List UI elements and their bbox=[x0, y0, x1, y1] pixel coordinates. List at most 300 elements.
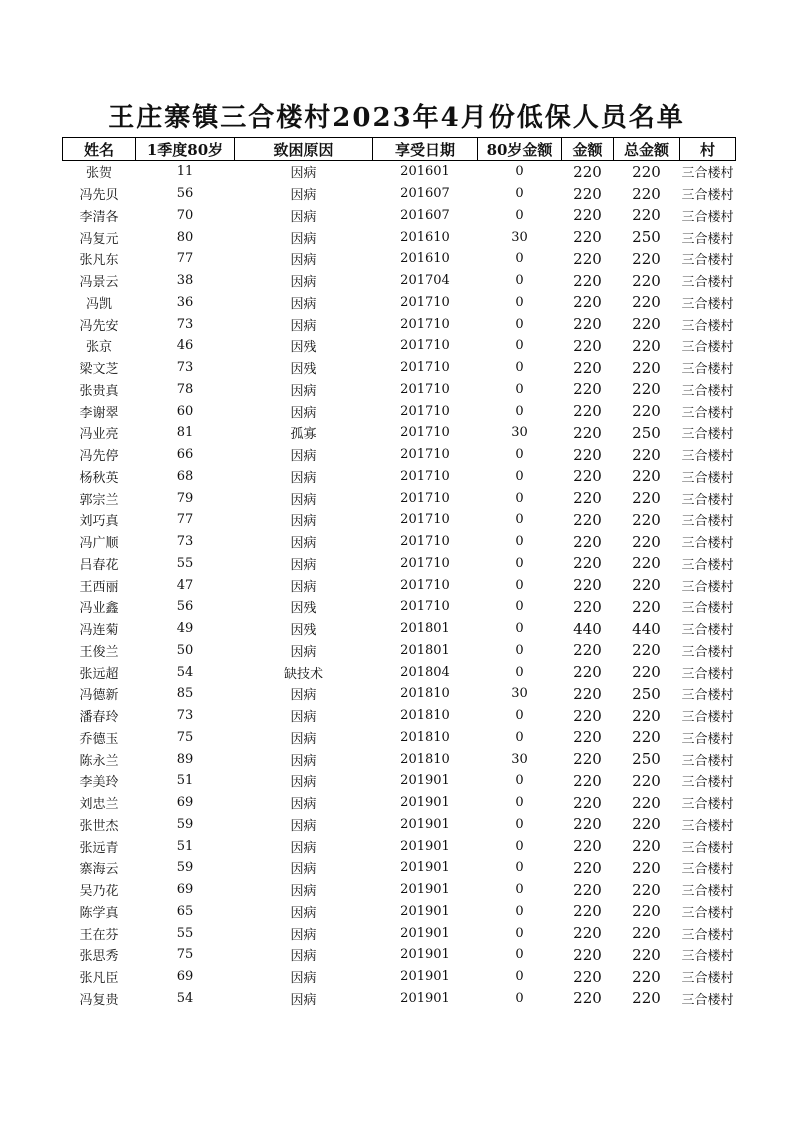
start-date-cell: 201901 bbox=[400, 969, 450, 985]
age80-amount-cell: 0 bbox=[515, 621, 524, 637]
start-date-cell: 201901 bbox=[400, 860, 450, 876]
reason-cell: 因病 bbox=[290, 188, 317, 204]
age-cell: 59 bbox=[176, 860, 194, 876]
age-cell: 69 bbox=[176, 795, 194, 811]
village-cell: 三合楼村 bbox=[681, 166, 734, 182]
reason-cell: 缺技术 bbox=[283, 666, 323, 682]
total-cell: 220 bbox=[632, 532, 661, 551]
total-cell: 220 bbox=[632, 206, 661, 225]
start-date-cell: 201710 bbox=[400, 490, 450, 506]
village-cell: 三合楼村 bbox=[681, 753, 734, 769]
table-row bbox=[63, 901, 736, 923]
amount-cell: 220 bbox=[573, 489, 602, 508]
age-cell: 59 bbox=[176, 816, 194, 832]
reason-cell: 因病 bbox=[290, 449, 317, 465]
amount-cell: 220 bbox=[573, 837, 602, 856]
age-cell: 51 bbox=[176, 773, 194, 789]
column-header-total: 总金额 bbox=[614, 138, 680, 161]
table-row bbox=[63, 400, 736, 422]
reason-cell: 因病 bbox=[290, 862, 317, 878]
amount-cell: 220 bbox=[573, 945, 602, 964]
village-cell: 三合楼村 bbox=[681, 688, 734, 704]
village-cell: 三合楼村 bbox=[681, 514, 734, 530]
table-row bbox=[63, 814, 736, 836]
total-cell: 220 bbox=[632, 489, 661, 508]
table-row bbox=[63, 922, 736, 944]
amount-cell: 220 bbox=[573, 293, 602, 312]
amount-cell: 220 bbox=[573, 423, 602, 442]
village-cell: 三合楼村 bbox=[681, 601, 734, 617]
table-row bbox=[63, 531, 736, 553]
amount-cell: 220 bbox=[573, 532, 602, 551]
amount-cell: 220 bbox=[573, 750, 602, 769]
name-cell: 张远超 bbox=[79, 666, 119, 682]
age80-amount-cell: 0 bbox=[515, 555, 524, 571]
village-cell: 三合楼村 bbox=[681, 362, 734, 378]
name-cell: 陈学真 bbox=[79, 905, 119, 921]
age80-amount-cell: 0 bbox=[515, 251, 524, 267]
age80-amount-cell: 0 bbox=[515, 729, 524, 745]
reason-cell: 因病 bbox=[290, 753, 317, 769]
village-cell: 三合楼村 bbox=[681, 797, 734, 813]
reason-cell: 因病 bbox=[290, 579, 317, 595]
reason-cell: 因病 bbox=[290, 405, 317, 421]
village-cell: 三合楼村 bbox=[681, 427, 734, 443]
table-row bbox=[63, 313, 736, 335]
age-cell: 54 bbox=[176, 990, 194, 1006]
name-cell: 冯广顺 bbox=[79, 536, 119, 552]
reason-cell: 因病 bbox=[290, 775, 317, 791]
total-cell: 220 bbox=[632, 336, 661, 355]
age-cell: 89 bbox=[176, 751, 194, 767]
reason-cell: 因病 bbox=[290, 275, 317, 291]
name-cell: 杨秋英 bbox=[79, 470, 119, 486]
reason-cell: 因病 bbox=[290, 927, 317, 943]
amount-cell: 220 bbox=[573, 597, 602, 616]
reason-cell: 因病 bbox=[290, 971, 317, 987]
amount-cell: 220 bbox=[573, 315, 602, 334]
name-cell: 张京 bbox=[85, 340, 112, 356]
start-date-cell: 201810 bbox=[400, 751, 450, 767]
name-cell: 张世杰 bbox=[79, 818, 119, 834]
start-date-cell: 201710 bbox=[400, 338, 450, 354]
table-row bbox=[63, 966, 736, 988]
name-cell: 张凡东 bbox=[79, 253, 119, 269]
start-date-cell: 201801 bbox=[400, 621, 450, 637]
table-row bbox=[63, 205, 736, 227]
start-date-cell: 201810 bbox=[400, 729, 450, 745]
total-cell: 220 bbox=[632, 510, 661, 529]
start-date-cell: 201901 bbox=[400, 925, 450, 941]
name-cell: 梁文芝 bbox=[79, 362, 119, 378]
village-cell: 三合楼村 bbox=[681, 775, 734, 791]
table-row bbox=[63, 487, 736, 509]
name-cell: 冯业鑫 bbox=[79, 601, 119, 617]
age-cell: 73 bbox=[176, 708, 194, 724]
village-cell: 三合楼村 bbox=[681, 340, 734, 356]
total-cell: 220 bbox=[632, 728, 661, 747]
reason-cell: 因病 bbox=[290, 992, 317, 1008]
age-cell: 47 bbox=[176, 577, 194, 593]
age80-amount-cell: 30 bbox=[511, 751, 528, 767]
age-cell: 75 bbox=[176, 947, 194, 963]
start-date-cell: 201710 bbox=[400, 425, 450, 441]
start-date-cell: 201710 bbox=[400, 294, 450, 310]
table-row bbox=[63, 335, 736, 357]
amount-cell: 220 bbox=[573, 663, 602, 682]
reason-cell: 因病 bbox=[290, 231, 317, 247]
total-cell: 220 bbox=[632, 641, 661, 660]
total-cell: 220 bbox=[632, 945, 661, 964]
total-cell: 220 bbox=[632, 880, 661, 899]
total-cell: 250 bbox=[632, 684, 661, 703]
age80-amount-cell: 0 bbox=[515, 882, 524, 898]
table-row bbox=[63, 161, 736, 183]
age80-amount-cell: 0 bbox=[515, 969, 524, 985]
age80-amount-cell: 0 bbox=[515, 207, 524, 223]
table-row bbox=[63, 661, 736, 683]
village-cell: 三合楼村 bbox=[681, 492, 734, 508]
name-cell: 冯德新 bbox=[79, 688, 119, 704]
age-cell: 36 bbox=[176, 294, 194, 310]
total-cell: 220 bbox=[632, 597, 661, 616]
amount-cell: 440 bbox=[573, 619, 602, 638]
table-row bbox=[63, 596, 736, 618]
reason-cell: 因病 bbox=[290, 383, 317, 399]
name-cell: 冯景云 bbox=[79, 275, 119, 291]
total-cell: 220 bbox=[632, 924, 661, 943]
amount-cell: 220 bbox=[573, 858, 602, 877]
table-row bbox=[63, 379, 736, 401]
age-cell: 66 bbox=[176, 447, 194, 463]
start-date-cell: 201901 bbox=[400, 947, 450, 963]
village-cell: 三合楼村 bbox=[681, 862, 734, 878]
table-row bbox=[63, 183, 736, 205]
amount-cell: 220 bbox=[573, 967, 602, 986]
village-cell: 三合楼村 bbox=[681, 949, 734, 965]
table-row bbox=[63, 444, 736, 466]
village-cell: 三合楼村 bbox=[681, 231, 734, 247]
village-cell: 三合楼村 bbox=[681, 253, 734, 269]
amount-cell: 220 bbox=[573, 728, 602, 747]
start-date-cell: 201710 bbox=[400, 512, 450, 528]
start-date-cell: 201710 bbox=[400, 360, 450, 376]
table-row bbox=[63, 574, 736, 596]
name-cell: 陈永兰 bbox=[79, 753, 119, 769]
amount-cell: 220 bbox=[573, 902, 602, 921]
total-cell: 220 bbox=[632, 837, 661, 856]
village-cell: 三合楼村 bbox=[681, 449, 734, 465]
name-cell: 李清各 bbox=[79, 209, 119, 225]
start-date-cell: 201710 bbox=[400, 447, 450, 463]
age80-amount-cell: 0 bbox=[515, 708, 524, 724]
reason-cell: 因病 bbox=[290, 710, 317, 726]
age80-amount-cell: 0 bbox=[515, 773, 524, 789]
age-cell: 56 bbox=[176, 186, 194, 202]
age80-amount-cell: 0 bbox=[515, 534, 524, 550]
name-cell: 王俊兰 bbox=[79, 644, 119, 660]
amount-cell: 220 bbox=[573, 924, 602, 943]
age80-amount-cell: 0 bbox=[515, 447, 524, 463]
age-cell: 46 bbox=[176, 338, 194, 354]
name-cell: 冯先停 bbox=[79, 449, 119, 465]
name-cell: 冯复元 bbox=[79, 231, 119, 247]
age-cell: 73 bbox=[176, 360, 194, 376]
age80-amount-cell: 0 bbox=[515, 642, 524, 658]
reason-cell: 因病 bbox=[290, 884, 317, 900]
age-cell: 68 bbox=[176, 468, 194, 484]
name-cell: 郭宗兰 bbox=[79, 492, 119, 508]
reason-cell: 因病 bbox=[290, 731, 317, 747]
name-cell: 冯先安 bbox=[79, 318, 119, 334]
age-cell: 54 bbox=[176, 664, 194, 680]
village-cell: 三合楼村 bbox=[681, 318, 734, 334]
reason-cell: 因病 bbox=[290, 644, 317, 660]
name-cell: 刘忠兰 bbox=[79, 797, 119, 813]
start-date-cell: 201710 bbox=[400, 316, 450, 332]
reason-cell: 因病 bbox=[290, 166, 317, 182]
age-cell: 55 bbox=[176, 555, 194, 571]
amount-cell: 220 bbox=[573, 510, 602, 529]
amount-cell: 220 bbox=[573, 706, 602, 725]
reason-cell: 因病 bbox=[290, 557, 317, 573]
table-row bbox=[63, 835, 736, 857]
total-cell: 220 bbox=[632, 706, 661, 725]
total-cell: 220 bbox=[632, 902, 661, 921]
reason-cell: 因病 bbox=[290, 688, 317, 704]
age-cell: 38 bbox=[176, 273, 194, 289]
age80-amount-cell: 0 bbox=[515, 468, 524, 484]
age-cell: 70 bbox=[176, 207, 194, 223]
age80-amount-cell: 0 bbox=[515, 360, 524, 376]
total-cell: 220 bbox=[632, 989, 661, 1008]
recipient-table bbox=[62, 137, 736, 1009]
reason-cell: 因病 bbox=[290, 318, 317, 334]
header-row bbox=[63, 138, 736, 161]
village-cell: 三合楼村 bbox=[681, 188, 734, 204]
amount-cell: 220 bbox=[573, 815, 602, 834]
age80-amount-cell: 0 bbox=[515, 795, 524, 811]
start-date-cell: 201710 bbox=[400, 468, 450, 484]
age80-amount-cell: 30 bbox=[511, 425, 528, 441]
total-cell: 220 bbox=[632, 271, 661, 290]
age80-amount-cell: 0 bbox=[515, 903, 524, 919]
village-cell: 三合楼村 bbox=[681, 992, 734, 1008]
reason-cell: 因病 bbox=[290, 818, 317, 834]
age-cell: 77 bbox=[176, 251, 194, 267]
village-cell: 三合楼村 bbox=[681, 623, 734, 639]
village-cell: 三合楼村 bbox=[681, 536, 734, 552]
village-cell: 三合楼村 bbox=[681, 731, 734, 747]
amount-cell: 220 bbox=[573, 206, 602, 225]
age80-amount-cell: 0 bbox=[515, 816, 524, 832]
reason-cell: 因病 bbox=[290, 492, 317, 508]
age-cell: 56 bbox=[176, 599, 194, 615]
amount-cell: 220 bbox=[573, 271, 602, 290]
table-row bbox=[63, 727, 736, 749]
table-row bbox=[63, 879, 736, 901]
total-cell: 220 bbox=[632, 576, 661, 595]
name-cell: 王西丽 bbox=[79, 579, 119, 595]
start-date-cell: 201901 bbox=[400, 990, 450, 1006]
age80-amount-cell: 0 bbox=[515, 403, 524, 419]
age-cell: 81 bbox=[176, 425, 194, 441]
age80-amount-cell: 0 bbox=[515, 490, 524, 506]
age80-amount-cell: 0 bbox=[515, 512, 524, 528]
reason-cell: 因病 bbox=[290, 209, 317, 225]
name-cell: 潘春玲 bbox=[79, 710, 119, 726]
village-cell: 三合楼村 bbox=[681, 644, 734, 660]
village-cell: 三合楼村 bbox=[681, 971, 734, 987]
start-date-cell: 201610 bbox=[400, 229, 450, 245]
total-cell: 250 bbox=[632, 423, 661, 442]
amount-cell: 220 bbox=[573, 576, 602, 595]
table-row bbox=[63, 509, 736, 531]
age80-amount-cell: 30 bbox=[511, 686, 528, 702]
table-body bbox=[63, 161, 736, 1010]
reason-cell: 因残 bbox=[290, 362, 317, 378]
total-cell: 220 bbox=[632, 358, 661, 377]
age-cell: 78 bbox=[176, 381, 194, 397]
start-date-cell: 201901 bbox=[400, 773, 450, 789]
age-cell: 69 bbox=[176, 969, 194, 985]
name-cell: 冯凯 bbox=[85, 296, 112, 312]
age80-amount-cell: 0 bbox=[515, 186, 524, 202]
age-cell: 60 bbox=[176, 403, 194, 419]
start-date-cell: 201710 bbox=[400, 555, 450, 571]
table-row bbox=[63, 422, 736, 444]
column-header-start-date: 享受日期 bbox=[373, 138, 478, 161]
total-cell: 220 bbox=[632, 184, 661, 203]
column-header-age: 1季度80岁 bbox=[136, 138, 235, 161]
village-cell: 三合楼村 bbox=[681, 840, 734, 856]
amount-cell: 220 bbox=[573, 162, 602, 181]
village-cell: 三合楼村 bbox=[681, 275, 734, 291]
amount-cell: 220 bbox=[573, 249, 602, 268]
table-row bbox=[63, 792, 736, 814]
amount-cell: 220 bbox=[573, 445, 602, 464]
age-cell: 69 bbox=[176, 882, 194, 898]
name-cell: 乔德玉 bbox=[79, 731, 119, 747]
reason-cell: 因病 bbox=[290, 797, 317, 813]
village-cell: 三合楼村 bbox=[681, 383, 734, 399]
age-cell: 50 bbox=[176, 642, 194, 658]
total-cell: 250 bbox=[632, 228, 661, 247]
name-cell: 李美玲 bbox=[79, 775, 119, 791]
column-header-amount: 金额 bbox=[562, 138, 614, 161]
age-cell: 77 bbox=[176, 512, 194, 528]
age80-amount-cell: 0 bbox=[515, 599, 524, 615]
start-date-cell: 201710 bbox=[400, 534, 450, 550]
total-cell: 220 bbox=[632, 967, 661, 986]
reason-cell: 因病 bbox=[290, 296, 317, 312]
column-header-age80-amount: 80岁金额 bbox=[478, 138, 562, 161]
name-cell: 张贺 bbox=[85, 166, 112, 182]
age-cell: 85 bbox=[176, 686, 194, 702]
table-row bbox=[63, 270, 736, 292]
age-cell: 51 bbox=[176, 838, 194, 854]
start-date-cell: 201810 bbox=[400, 708, 450, 724]
start-date-cell: 201901 bbox=[400, 882, 450, 898]
village-cell: 三合楼村 bbox=[681, 209, 734, 225]
amount-cell: 220 bbox=[573, 793, 602, 812]
table-row bbox=[63, 553, 736, 575]
reason-cell: 因病 bbox=[290, 905, 317, 921]
total-cell: 220 bbox=[632, 771, 661, 790]
reason-cell: 因残 bbox=[290, 340, 317, 356]
start-date-cell: 201704 bbox=[400, 273, 450, 289]
age80-amount-cell: 0 bbox=[515, 273, 524, 289]
amount-cell: 220 bbox=[573, 684, 602, 703]
start-date-cell: 201901 bbox=[400, 838, 450, 854]
start-date-cell: 201607 bbox=[400, 186, 450, 202]
total-cell: 220 bbox=[632, 249, 661, 268]
age80-amount-cell: 0 bbox=[515, 860, 524, 876]
total-cell: 220 bbox=[632, 467, 661, 486]
age80-amount-cell: 0 bbox=[515, 338, 524, 354]
start-date-cell: 201607 bbox=[400, 207, 450, 223]
age80-amount-cell: 0 bbox=[515, 381, 524, 397]
table-row bbox=[63, 705, 736, 727]
age80-amount-cell: 0 bbox=[515, 925, 524, 941]
table-row bbox=[63, 857, 736, 879]
start-date-cell: 201710 bbox=[400, 381, 450, 397]
reason-cell: 因病 bbox=[290, 514, 317, 530]
name-cell: 刘巧真 bbox=[79, 514, 119, 530]
table-row bbox=[63, 466, 736, 488]
start-date-cell: 201601 bbox=[400, 164, 450, 180]
village-cell: 三合楼村 bbox=[681, 884, 734, 900]
reason-cell: 因残 bbox=[290, 601, 317, 617]
table-row bbox=[63, 357, 736, 379]
table-row bbox=[63, 618, 736, 640]
amount-cell: 220 bbox=[573, 380, 602, 399]
name-cell: 冯业亮 bbox=[79, 427, 119, 443]
amount-cell: 220 bbox=[573, 641, 602, 660]
age80-amount-cell: 0 bbox=[515, 577, 524, 593]
start-date-cell: 201710 bbox=[400, 599, 450, 615]
village-cell: 三合楼村 bbox=[681, 905, 734, 921]
table-row bbox=[63, 683, 736, 705]
start-date-cell: 201901 bbox=[400, 795, 450, 811]
age80-amount-cell: 0 bbox=[515, 990, 524, 1006]
total-cell: 250 bbox=[632, 750, 661, 769]
column-header-reason: 致困原因 bbox=[235, 138, 373, 161]
start-date-cell: 201801 bbox=[400, 642, 450, 658]
village-cell: 三合楼村 bbox=[681, 470, 734, 486]
amount-cell: 220 bbox=[573, 184, 602, 203]
age-cell: 11 bbox=[176, 164, 194, 180]
reason-cell: 因病 bbox=[290, 840, 317, 856]
amount-cell: 220 bbox=[573, 771, 602, 790]
start-date-cell: 201901 bbox=[400, 816, 450, 832]
village-cell: 三合楼村 bbox=[681, 710, 734, 726]
start-date-cell: 201804 bbox=[400, 664, 450, 680]
reason-cell: 因病 bbox=[290, 253, 317, 269]
village-cell: 三合楼村 bbox=[681, 927, 734, 943]
start-date-cell: 201810 bbox=[400, 686, 450, 702]
age-cell: 65 bbox=[176, 903, 194, 919]
age-cell: 55 bbox=[176, 925, 194, 941]
reason-cell: 孤寡 bbox=[290, 427, 317, 443]
age-cell: 79 bbox=[176, 490, 194, 506]
name-cell: 王在芬 bbox=[79, 927, 119, 943]
table-row bbox=[63, 248, 736, 270]
total-cell: 220 bbox=[632, 663, 661, 682]
reason-cell: 因病 bbox=[290, 470, 317, 486]
village-cell: 三合楼村 bbox=[681, 557, 734, 573]
name-cell: 张远青 bbox=[79, 840, 119, 856]
